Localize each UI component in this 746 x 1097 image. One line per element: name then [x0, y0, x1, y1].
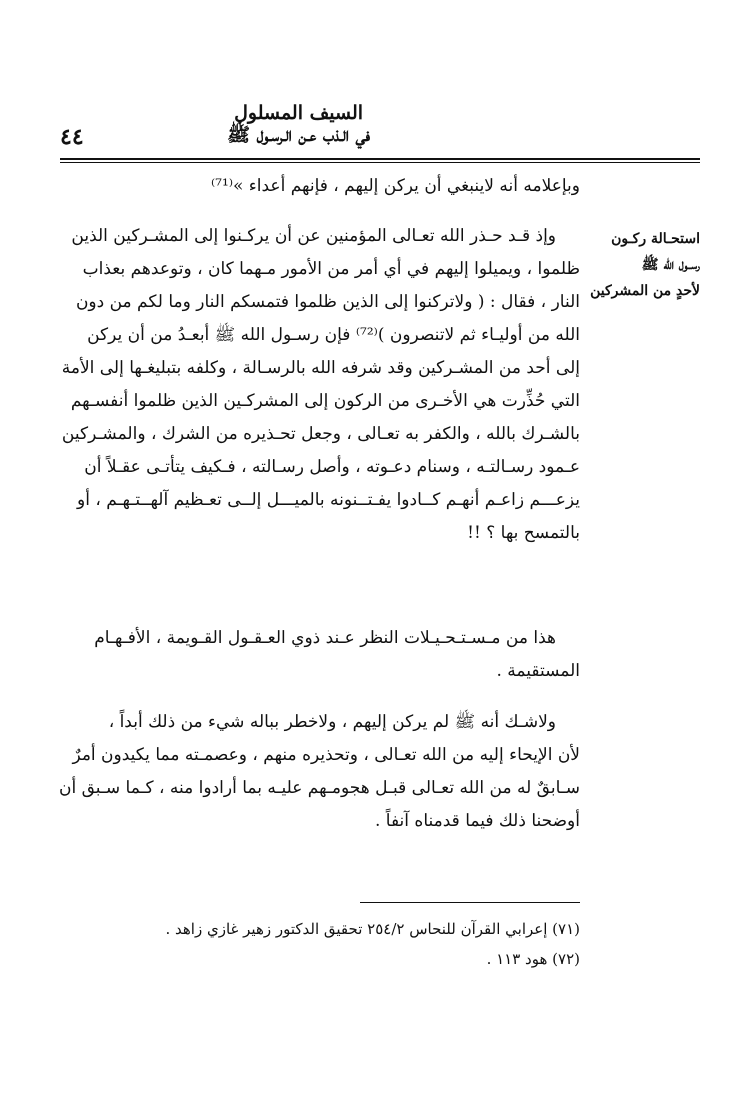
paragraph-3 — [60, 622, 580, 688]
text-line: وإذ قـد حـذر الله تعـالى المؤمنين عن أن يركـنوا إلى المشـركين الذين — [71, 226, 556, 246]
text-line: النار ، فقال : ( ولاتركنوا إلى الذين ظلموا فتمسكم النار وما لكم من دون — [75, 292, 580, 312]
text-line: إلى أحد من المشـركين وقد شرفه الله بالرسـالة ، وكلفه بتبليغـها إلى الأمة — [61, 358, 580, 378]
header-rule — [60, 158, 700, 160]
text-line: سـابقٌ له من الله تعـالى قبـل هجومـهم عليـه بما أرادوا منه ، كـما سـبق أن — [58, 778, 580, 798]
text-line: بالتمسح بها ؟ !! — [467, 523, 580, 543]
footnotes — [60, 914, 580, 974]
margin-note-line: استحـالة ركـون — [611, 231, 700, 247]
text-line: أوضحنا ذلك فيما قدمناه آنفاً . — [374, 811, 580, 831]
text-line: بالشـرك بالله ، والكفر به تعـالى ، وجعل تحـذيره من الشرك ، والمشـركين — [61, 424, 580, 444]
text-line: لأن الإيحاء إليه من الله تعـالى ، وتحذيره منهم ، وعصمـته مما يكيدون أمرٌ — [72, 745, 580, 765]
running-title-line-1: السيف المسلول — [234, 102, 364, 124]
header-rule-thin — [60, 162, 700, 163]
text-line: التي حُذِّرت هي الأخـرى من الركون إلى المشركـين الذين ظلموا أنفسـهم — [70, 391, 580, 411]
text-line: وبإعلامه أنه لاينبغي أن يركن إليهم ، فإنهم أعداء »⁽⁷¹⁾ — [210, 176, 580, 196]
running-title — [227, 102, 370, 146]
paragraph-1 — [60, 170, 580, 203]
text-line: ولاشـك أنه ﷺ لم يركن إليهم ، ولاخطر بباله شيء من ذلك أبداً ، — [108, 712, 556, 732]
paragraph-4 — [60, 706, 580, 838]
text-line: يزعـــم زاعـم أنهـم كــادوا يفـتــنونه بالميـــل إلــى تعـظيم آلهــتـهـم ، أو — [77, 490, 580, 510]
paragraph-2 — [60, 220, 580, 550]
footnote-72: (٧٢) هود ١١٣ . — [486, 950, 580, 968]
text-line: عـمود رسـالتـه ، وسنام دعـوته ، وأصل رسـالته ، فـكيف يتأتـى عقـلاً أن — [84, 457, 580, 477]
footnote-71: (٧١) إعرابي القرآن للنحاس ٢٥٤/٢ تحقيق الدكتور زهير غازي زاهد . — [165, 920, 580, 938]
margin-note-line: رســول الله ﷺ — [641, 257, 700, 273]
text-line: هذا من مـسـتـحـيـلات النظر عـند ذوي العـقـول القـويمة ، الأفـهـام — [94, 628, 556, 648]
page-header — [60, 96, 700, 158]
text-line: المستقيمة . — [496, 661, 580, 681]
running-title-line-2: في الـذب عـن الـرسـول ﷺ — [227, 124, 370, 146]
footnote-separator — [360, 902, 580, 903]
page-number: ٤٤ — [60, 124, 84, 150]
margin-note — [588, 226, 700, 304]
margin-note-line: لأحدٍ من المشركين — [590, 283, 700, 299]
text-line: ظلموا ، ويميلوا إليهم في أي أمر من الأمور مـهما كان ، وتوعدهم بعذاب — [82, 259, 580, 279]
text-line: الله من أوليـاء ثم لاتنصرون )⁽⁷²⁾ فإن رسـول الله ﷺ أبعـدُ من أن يركن — [87, 325, 580, 345]
